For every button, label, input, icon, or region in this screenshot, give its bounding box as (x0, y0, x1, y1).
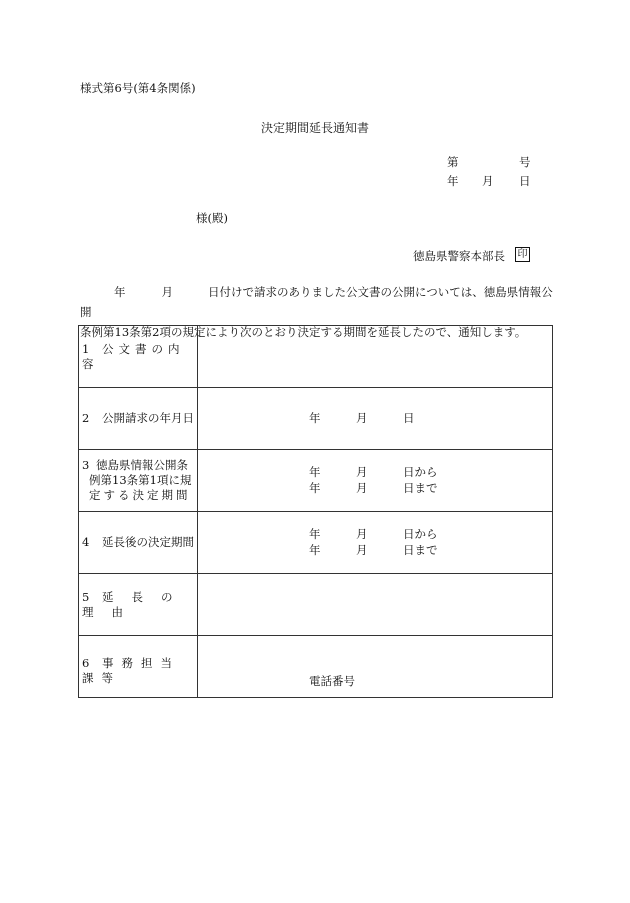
body-month: 月 (161, 285, 173, 299)
body-line2: 条例第13条第2項の規定により次のとおり決定する期間を延長したので、通知します。 (80, 325, 527, 339)
decision-period-field[interactable]: 年 月 日から 年 月 日まで (198, 450, 553, 512)
table-row (79, 636, 553, 698)
issue-date-year: 年 (447, 174, 459, 188)
details-table (78, 325, 553, 698)
row-label: 事務担当課等 (82, 656, 180, 685)
row-label-cell (79, 636, 198, 698)
form-number: 様式第6号(第4条関係) (80, 81, 196, 95)
row-label-cell (79, 326, 198, 388)
table-row (79, 512, 553, 574)
office-field[interactable] (198, 636, 553, 698)
row-label-cell: 3 徳島県情報公開条 例第13条第1項に規 定する決定期間 (79, 450, 198, 512)
row-number: 5 (82, 589, 90, 604)
content-field[interactable] (198, 326, 553, 388)
row-number: 6 (82, 656, 90, 670)
row-number: 4 (82, 535, 90, 549)
body-line1: 日付けで請求のありました公文書の公開については、徳島県情報公開 (80, 285, 553, 319)
reason-field[interactable] (198, 574, 553, 636)
addressee: 様(殿) (196, 211, 228, 225)
row-label: 公開請求の年月日 (102, 411, 194, 425)
row-label-cell (79, 574, 198, 636)
issuer-name: 徳島県警察本部長 (413, 249, 505, 263)
seal-stamp: 印 (515, 247, 530, 262)
row-number: 2 (82, 411, 90, 425)
row-label: 延長の理由 (82, 589, 191, 619)
extended-period-field[interactable]: 年 月 日から 年 月 日まで (198, 512, 553, 574)
row-label: 公文書の内容 (82, 341, 185, 371)
row-label-cell (79, 388, 198, 450)
row-number: 3 (82, 458, 90, 472)
request-date-field[interactable]: 年 月 日 (198, 388, 553, 450)
table-row (79, 574, 553, 636)
phone-label: 電話番号 (309, 674, 355, 688)
row-label-cell (79, 512, 198, 574)
ref-number-suffix: 号 (519, 155, 531, 169)
ref-number-prefix: 第 (447, 155, 459, 169)
table-row (79, 450, 553, 512)
issue-date-month: 月 (482, 174, 494, 188)
body-year: 年 (114, 285, 126, 299)
row-number: 1 (82, 341, 90, 356)
table-row (79, 388, 553, 450)
row-label: 延長後の決定期間 (102, 535, 194, 549)
row-label: 徳島県情報公開条 (96, 458, 188, 472)
table-row (79, 326, 553, 388)
issue-date-day: 日 (519, 174, 531, 188)
document-title: 決定期間延長通知書 (260, 121, 369, 135)
